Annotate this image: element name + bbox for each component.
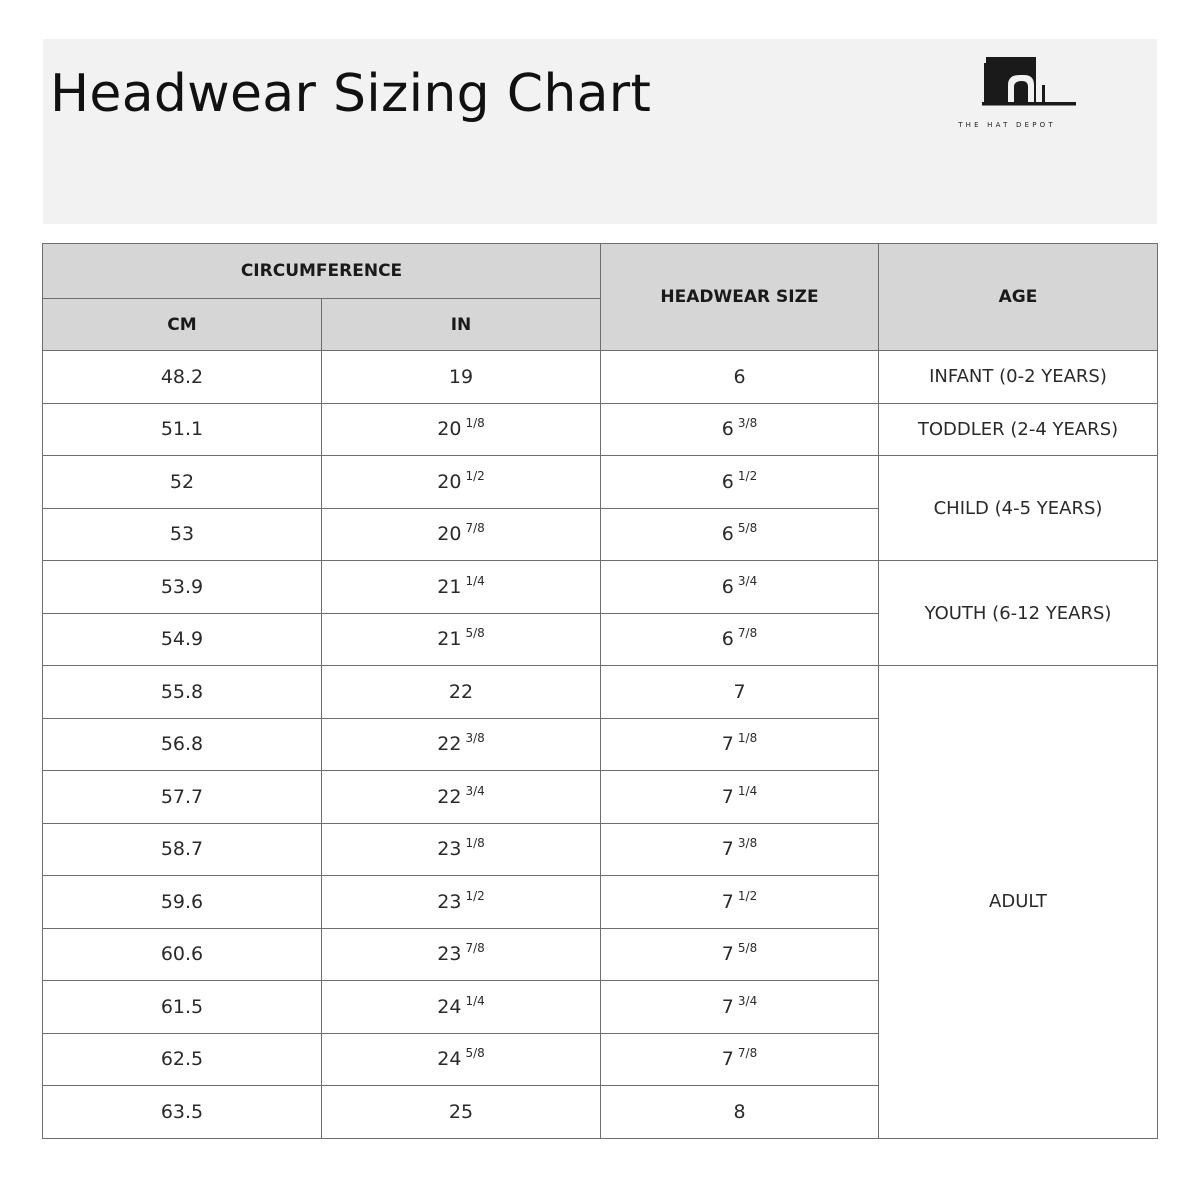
- cm-cell: 62.5: [43, 1033, 322, 1086]
- age-group-cell: YOUTH (6-12 YEARS): [879, 561, 1158, 666]
- in-whole-value: 20: [437, 523, 462, 546]
- headwear-size-cell: [601, 718, 879, 771]
- cm-cell: 63.5: [43, 1086, 322, 1139]
- table-row: [43, 351, 1158, 404]
- cm-cell: 56.8: [43, 718, 322, 771]
- in-cell: [322, 403, 601, 456]
- in-cell: [322, 508, 601, 561]
- cm-cell: 59.6: [43, 876, 322, 929]
- cm-cell: 55.8: [43, 666, 322, 719]
- logo-text: THE HAT DEPOT: [958, 121, 1056, 129]
- in-cell: [322, 666, 601, 719]
- table-row: [43, 403, 1158, 456]
- headwear-size-cell: [601, 823, 879, 876]
- in-fraction-value: 3/8: [465, 731, 485, 746]
- cm-cell: 48.2: [43, 351, 322, 404]
- in-fraction-value: 7/8: [465, 941, 485, 956]
- age-group-cell: CHILD (4-5 YEARS): [879, 456, 1158, 561]
- in-fraction-value: 1/2: [465, 468, 485, 483]
- size-fraction-value: 3/8: [737, 836, 758, 851]
- cm-cell: 60.6: [43, 928, 322, 981]
- size-fraction-value: 3/8: [737, 416, 758, 431]
- size-fraction-value: 1/8: [737, 731, 758, 746]
- size-whole-value: 6: [721, 523, 734, 546]
- headwear-size-cell: [601, 613, 879, 666]
- sizing-table-body: [43, 351, 1158, 1139]
- size-whole-value: 6: [721, 575, 734, 598]
- in-fraction-value: 1/4: [465, 573, 485, 588]
- cm-cell: 53.9: [43, 561, 322, 614]
- in-fraction-value: 1/2: [465, 888, 485, 903]
- headwear-size-cell: [601, 351, 879, 404]
- size-fraction-value: 3/4: [737, 993, 758, 1008]
- in-cell: [322, 1086, 601, 1139]
- in-whole-value: 20: [437, 418, 462, 441]
- in-cell: [322, 823, 601, 876]
- size-fraction-value: 3/4: [737, 573, 758, 588]
- size-whole-value: 6: [721, 628, 734, 651]
- size-fraction-value: 7/8: [737, 1046, 758, 1061]
- brand-logo: [938, 55, 1076, 135]
- size-whole-value: 7: [733, 680, 746, 703]
- age-group-cell: ADULT: [879, 666, 1158, 1139]
- headwear-size-cell: [601, 666, 879, 719]
- in-whole-value: 25: [448, 1100, 474, 1123]
- in-cell: [322, 771, 601, 824]
- size-whole-value: 7: [721, 995, 734, 1018]
- in-whole-value: 21: [437, 628, 462, 651]
- in-fraction-value: 1/8: [465, 416, 485, 431]
- cm-header: CM: [43, 299, 322, 351]
- size-fraction-value: 5/8: [737, 941, 758, 956]
- size-whole-value: 6: [721, 418, 734, 441]
- headwear-size-cell: [601, 928, 879, 981]
- size-fraction-value: 7/8: [737, 626, 758, 641]
- size-whole-value: 7: [721, 785, 734, 808]
- cm-cell: 57.7: [43, 771, 322, 824]
- size-whole-value: 7: [721, 1048, 734, 1071]
- age-header: AGE: [879, 244, 1158, 351]
- table-row: [43, 561, 1158, 614]
- size-fraction-value: 1/2: [737, 468, 758, 483]
- size-whole-value: 6: [733, 365, 746, 388]
- size-fraction-value: 1/2: [737, 888, 758, 903]
- table-row: [43, 666, 1158, 719]
- in-cell: [322, 876, 601, 929]
- headwear-size-cell: [601, 561, 879, 614]
- cm-cell: 52: [43, 456, 322, 509]
- headwear-size-cell: [601, 771, 879, 824]
- headwear-size-cell: [601, 456, 879, 509]
- in-cell: [322, 928, 601, 981]
- in-cell: [322, 718, 601, 771]
- hat-depot-logo-icon: [938, 55, 1076, 119]
- age-group-cell: TODDLER (2-4 YEARS): [879, 403, 1158, 456]
- in-whole-value: 21: [437, 575, 462, 598]
- cm-cell: 61.5: [43, 981, 322, 1034]
- cm-cell: 58.7: [43, 823, 322, 876]
- cm-cell: 53: [43, 508, 322, 561]
- headwear-size-cell: [601, 1033, 879, 1086]
- headwear-size-cell: [601, 876, 879, 929]
- size-whole-value: 7: [721, 733, 734, 756]
- in-fraction-value: 5/8: [465, 1046, 485, 1061]
- size-whole-value: 8: [733, 1100, 746, 1123]
- size-whole-value: 7: [721, 838, 734, 861]
- in-whole-value: 19: [448, 365, 474, 388]
- cm-cell: 54.9: [43, 613, 322, 666]
- page-title: Headwear Sizing Chart: [50, 64, 652, 124]
- size-whole-value: 7: [721, 890, 734, 913]
- in-whole-value: 22: [437, 785, 462, 808]
- in-cell: [322, 456, 601, 509]
- in-cell: [322, 613, 601, 666]
- in-whole-value: 22: [448, 680, 474, 703]
- in-whole-value: 20: [437, 470, 462, 493]
- headwear-size-cell: [601, 403, 879, 456]
- headwear-size-header: HEADWEAR SIZE: [601, 244, 879, 351]
- headwear-size-cell: [601, 508, 879, 561]
- in-whole-value: 23: [437, 890, 462, 913]
- in-cell: [322, 1033, 601, 1086]
- in-cell: [322, 981, 601, 1034]
- in-fraction-value: 3/4: [465, 783, 485, 798]
- in-whole-value: 24: [437, 995, 462, 1018]
- in-fraction-value: 7/8: [465, 521, 485, 536]
- in-whole-value: 23: [437, 838, 462, 861]
- circumference-header: CIRCUMFERENCE: [43, 244, 601, 299]
- in-fraction-value: 1/4: [465, 993, 485, 1008]
- table-row: [43, 456, 1158, 509]
- in-header: IN: [322, 299, 601, 351]
- headwear-size-cell: [601, 981, 879, 1034]
- sizing-table: [42, 243, 1158, 1139]
- in-whole-value: 24: [437, 1048, 462, 1071]
- headwear-size-cell: [601, 1086, 879, 1139]
- in-cell: [322, 561, 601, 614]
- age-group-cell: INFANT (0-2 YEARS): [879, 351, 1158, 404]
- in-whole-value: 23: [437, 943, 462, 966]
- in-whole-value: 22: [437, 733, 462, 756]
- size-fraction-value: 1/4: [737, 783, 758, 798]
- in-fraction-value: 5/8: [465, 626, 485, 641]
- cm-cell: 51.1: [43, 403, 322, 456]
- size-whole-value: 6: [721, 470, 734, 493]
- in-cell: [322, 351, 601, 404]
- size-whole-value: 7: [721, 943, 734, 966]
- in-fraction-value: 1/8: [465, 836, 485, 851]
- size-fraction-value: 5/8: [737, 521, 758, 536]
